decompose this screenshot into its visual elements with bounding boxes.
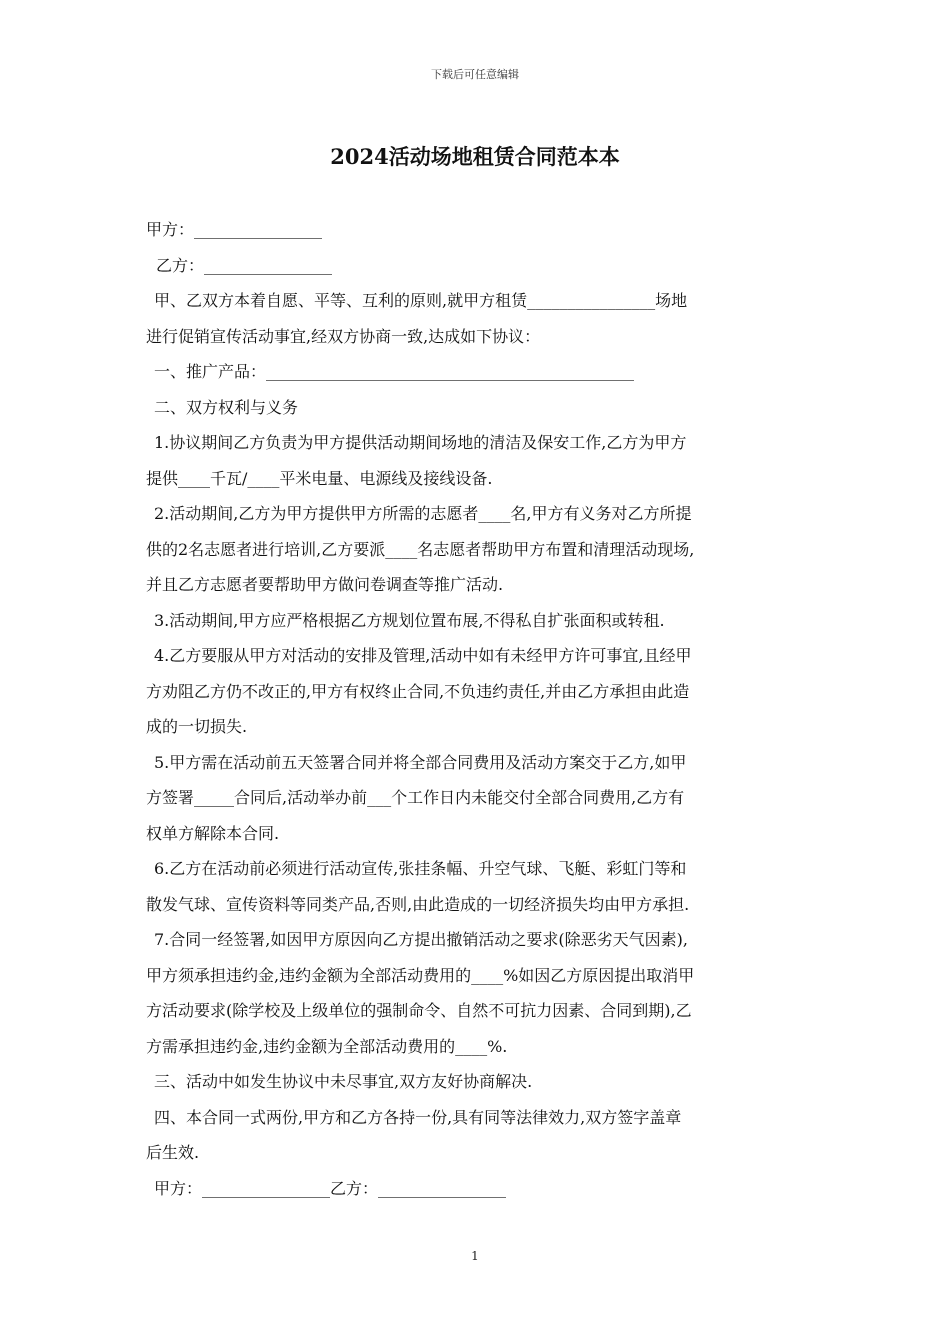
clause-7-line-1: 7.合同一经签署,如因甲方原因向乙方提出撤销活动之要求(除恶劣天气因素), <box>154 930 688 949</box>
party-b-line: 乙方：________________ <box>156 255 333 275</box>
section-1-heading: 一、推广产品：______________________________________________ <box>154 362 635 381</box>
preamble-line-1: 甲、乙双方本着自愿、平等、互利的原则,就甲方租赁________________场地 <box>154 291 688 310</box>
clause-1-line-1: 1.协议期间乙方负责为甲方提供活动期间场地的清洁及保安工作,乙方为甲方 <box>154 433 687 452</box>
header-note: 下载后可任意编辑 <box>431 68 519 81</box>
clause-2-line-2: 供的2名志愿者进行培训,乙方要派____名志愿者帮助甲方布置和清理活动现场, <box>146 539 695 559</box>
section-3: 三、活动中如发生协议中未尽事宜,双方友好协商解决. <box>154 1072 533 1091</box>
clause-4-line-3: 成的一切损失. <box>146 717 248 736</box>
clause-6-line-1: 6.乙方在活动前必须进行活动宣传,张挂条幅、升空气球、飞艇、彩虹门等和 <box>154 859 687 878</box>
clause-7-line-3: 方活动要求(除学校及上级单位的强制命令、自然不可抗力因素、合同到期),乙 <box>146 1001 692 1020</box>
clause-5-line-3: 权单方解除本合同. <box>146 823 280 843</box>
clause-7-line-4: 方需承担违约金,违约金额为全部活动费用的____%. <box>146 1036 508 1056</box>
clause-4-line-2: 方劝阻乙方仍不改正的,甲方有权终止合同,不负违约责任,并由乙方承担由此造 <box>146 681 690 701</box>
clause-2-line-1: 2.活动期间,乙方为甲方提供甲方所需的志愿者____名,甲方有义务对乙方所提 <box>154 504 692 523</box>
page-number: 1 <box>471 1249 479 1263</box>
clause-2-line-3: 并且乙方志愿者要帮助甲方做问卷调查等推广活动. <box>146 575 504 594</box>
clause-7-line-2: 甲方须承担违约金,违约金额为全部活动费用的____%如因乙方原因提出取消甲 <box>146 965 695 985</box>
section-4-line-2: 后生效. <box>146 1143 200 1162</box>
clause-5-line-1: 5.甲方需在活动前五天签署合同并将全部合同费用及活动方案交于乙方,如甲 <box>154 752 687 772</box>
contract-body <box>146 212 806 1206</box>
party-a-line: 甲方：________________ <box>146 220 323 239</box>
clause-4-line-1: 4.乙方要服从甲方对活动的安排及管理,活动中如有未经甲方许可事宜,且经甲 <box>154 646 692 665</box>
preamble-line-2: 进行促销宣传活动事宜,经双方协商一致,达成如下协议： <box>146 326 541 346</box>
section-2-heading: 二、双方权利与义务 <box>154 397 299 417</box>
section-4-line-1: 四、本合同一式两份,甲方和乙方各持一份,具有同等法律效力,双方签字盖章 <box>154 1107 682 1127</box>
clause-3-line-1: 3.活动期间,甲方应严格根据乙方规划位置布展,不得私自扩张面积或转租. <box>154 610 665 630</box>
signature-line: 甲方：________________乙方：________________ <box>154 1178 507 1198</box>
document-title: 2024活动场地租赁合同范本本 <box>330 144 620 169</box>
clause-1-line-2: 提供____千瓦/____平米电量、电源线及接线设备. <box>146 468 493 488</box>
clause-6-line-2: 散发气球、宣传资料等同类产品,否则,由此造成的一切经济损失均由甲方承担. <box>146 894 690 914</box>
clause-5-line-2: 方签署_____合同后,活动举办前___个工作日内未能交付全部合同费用,乙方有 <box>146 788 685 807</box>
